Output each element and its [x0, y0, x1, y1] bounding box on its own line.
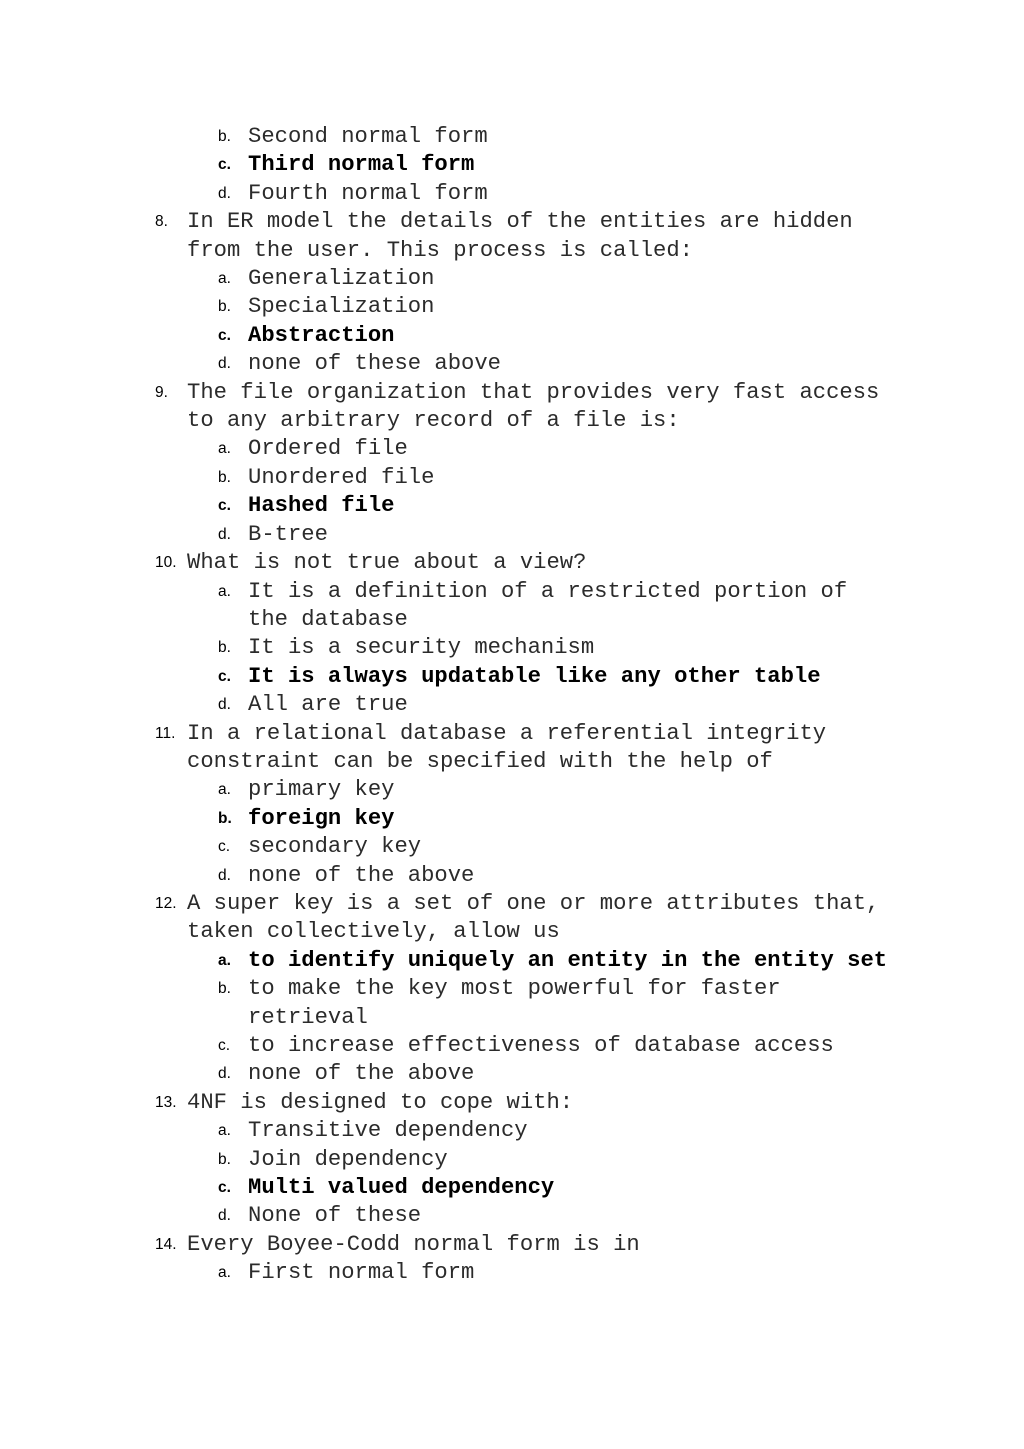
- option-letter: c.: [218, 497, 231, 515]
- question-number: 12.: [155, 894, 177, 912]
- option-text: Fourth normal form: [248, 180, 488, 206]
- option-13d: [0, 1202, 888, 1230]
- option-9a: [0, 435, 888, 463]
- option-8d: [0, 350, 888, 378]
- option-11b-correct: [0, 805, 888, 833]
- option-7d: [0, 180, 888, 208]
- option-letter: d.: [218, 1065, 231, 1083]
- option-13b: [0, 1146, 888, 1174]
- option-text: All are true: [248, 692, 408, 718]
- option-text: none of these above: [248, 351, 501, 377]
- option-9c-correct: [0, 492, 888, 520]
- option-text: to identify uniquely an entity in the entity set: [248, 947, 888, 973]
- option-letter: c.: [218, 156, 231, 174]
- question-text: Every Boyee-Codd normal form is in: [187, 1231, 640, 1257]
- question-number: 9.: [155, 383, 168, 401]
- option-12a-correct: [0, 947, 888, 975]
- option-letter: c.: [218, 1037, 231, 1054]
- option-11c: [0, 833, 888, 861]
- option-letter: b.: [218, 639, 231, 657]
- option-letter: b.: [218, 809, 232, 827]
- option-letter: a.: [218, 270, 231, 288]
- option-8c-correct: [0, 322, 888, 350]
- option-text: Specialization: [248, 294, 435, 320]
- option-letter: a.: [218, 582, 231, 600]
- question-header: [0, 379, 897, 436]
- option-letter: a.: [218, 1122, 231, 1140]
- option-7b: [0, 123, 888, 151]
- option-10b: [0, 634, 888, 662]
- option-7c-correct: [0, 151, 888, 179]
- question-text: What is not true about a view?: [187, 550, 587, 576]
- option-text: It is a security mechanism: [248, 635, 595, 661]
- question-11: [0, 720, 1024, 890]
- option-letter: a.: [218, 781, 231, 799]
- option-letter: d.: [218, 1207, 231, 1225]
- option-text: B-tree: [248, 521, 328, 547]
- option-13a: [0, 1117, 888, 1145]
- option-text: foreign key: [248, 805, 395, 831]
- option-text: none of the above: [248, 862, 475, 888]
- question-text: The file organization that provides very fast access to any arbitrary record of a file is:: [187, 379, 880, 434]
- question-number: 8.: [155, 213, 168, 231]
- option-letter: d.: [218, 866, 231, 884]
- option-text: Join dependency: [248, 1146, 448, 1172]
- option-text: Ordered file: [248, 436, 408, 462]
- option-text: Abstraction: [248, 322, 395, 348]
- option-text: Unordered file: [248, 464, 435, 490]
- option-text: Third normal form: [248, 152, 475, 178]
- option-14a: [0, 1259, 888, 1287]
- option-letter: c.: [218, 667, 231, 685]
- question-header: [0, 1231, 897, 1259]
- option-11d: [0, 862, 888, 890]
- question-text: In a relational database a referential integrity constraint can be specified with the help of: [187, 720, 827, 774]
- option-letter: d.: [218, 696, 231, 714]
- option-letter: a.: [218, 1264, 231, 1282]
- question-header: [0, 208, 897, 265]
- option-letter: b.: [218, 1150, 231, 1168]
- option-letter: a.: [218, 951, 231, 969]
- question-13: [0, 1089, 1024, 1231]
- question-number: 11.: [155, 724, 176, 742]
- question-9: [0, 379, 1024, 549]
- option-10c-correct: [0, 663, 888, 691]
- option-8b: [0, 293, 888, 321]
- option-text: Second normal form: [248, 124, 488, 149]
- option-text: to increase effectiveness of database access: [248, 1033, 834, 1058]
- question-14: [0, 1231, 1024, 1288]
- option-letter: c.: [218, 326, 231, 344]
- question-8: [0, 208, 1024, 378]
- option-10a: [0, 578, 888, 635]
- option-letter: d.: [218, 355, 231, 373]
- question-header: [0, 549, 897, 577]
- quiz-page: [0, 123, 1024, 1288]
- option-text: secondary key: [248, 834, 422, 860]
- question-text: A super key is a set of one or more attributes that, taken collectively, allow us: [187, 890, 880, 945]
- option-text: Hashed file: [248, 493, 395, 519]
- question-12: [0, 890, 1024, 1089]
- question-number: 10.: [155, 554, 177, 572]
- option-text: Generalization: [248, 266, 435, 292]
- option-text: primary key: [248, 777, 395, 803]
- question-header: [0, 720, 897, 777]
- option-text: to make the key most powerful for faster retrieval: [248, 976, 781, 1030]
- option-letter: c.: [218, 1179, 231, 1197]
- option-letter: d.: [218, 184, 231, 202]
- question-10: [0, 549, 1024, 719]
- question-text: In ER model the details of the entities are hidden from the user. This process is called:: [187, 209, 853, 263]
- option-8a: [0, 265, 888, 293]
- option-text: Transitive dependency: [248, 1118, 528, 1144]
- option-letter: b.: [218, 980, 231, 998]
- carry-over-options: [0, 123, 1024, 208]
- option-13c-correct: [0, 1174, 888, 1202]
- option-12c: [0, 1032, 888, 1060]
- option-letter: b.: [218, 128, 231, 145]
- option-10d: [0, 691, 888, 719]
- question-header: [0, 1089, 897, 1117]
- option-text: Multi valued dependency: [248, 1175, 555, 1201]
- option-text: First normal form: [248, 1260, 475, 1286]
- option-letter: a.: [218, 440, 231, 458]
- question-header: [0, 890, 897, 947]
- option-9b: [0, 464, 888, 492]
- option-12b: [0, 975, 888, 1032]
- option-letter: c.: [218, 838, 231, 856]
- option-text: None of these: [248, 1203, 422, 1229]
- option-text: It is always updatable like any other table: [248, 663, 821, 689]
- option-letter: b.: [218, 468, 231, 486]
- option-letter: b.: [218, 298, 231, 316]
- option-letter: d.: [218, 525, 231, 543]
- question-number: 14.: [155, 1235, 177, 1253]
- question-number: 13.: [155, 1093, 177, 1111]
- option-11a: [0, 776, 888, 804]
- option-12d: [0, 1060, 888, 1088]
- option-text: none of the above: [248, 1061, 475, 1087]
- option-text: It is a definition of a restricted portion of the database: [248, 578, 848, 632]
- question-text: 4NF is designed to cope with:: [187, 1089, 574, 1115]
- option-9d: [0, 521, 888, 549]
